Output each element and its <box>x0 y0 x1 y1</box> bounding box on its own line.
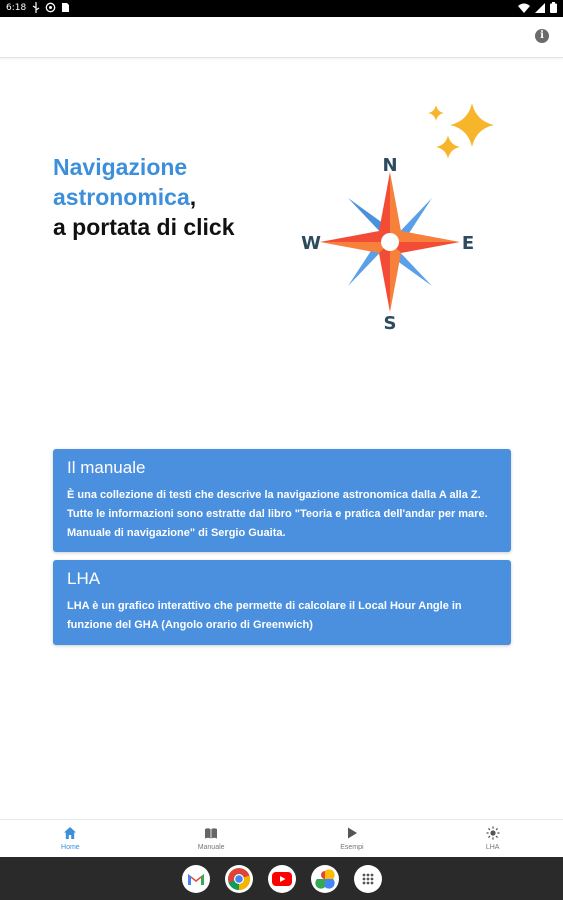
sparkle-large-icon <box>450 103 494 147</box>
home-icon <box>63 826 77 840</box>
wifi-icon <box>518 3 530 13</box>
nav-label-lha: LHA <box>485 844 500 851</box>
compass-west-label: W <box>301 233 321 254</box>
card-manual-title: Il manuale <box>67 458 146 477</box>
compass-illustration <box>290 95 500 340</box>
status-bar <box>0 0 563 17</box>
nav-item-manuale[interactable] <box>141 820 282 857</box>
youtube-icon[interactable] <box>268 865 296 893</box>
nav-item-esempi[interactable] <box>282 820 423 857</box>
nav-label-home: Home <box>61 844 80 851</box>
nav-item-lha[interactable] <box>422 820 563 857</box>
gmail-icon[interactable] <box>182 865 210 893</box>
bottom-nav <box>0 819 563 857</box>
compass-north-label: N <box>382 155 398 176</box>
hero-title <box>53 152 283 242</box>
status-time: 6:18 <box>6 3 27 13</box>
notification-icons <box>32 2 70 13</box>
app-bar <box>0 17 563 58</box>
hero-title-highlight: Navigazione astronomica <box>53 154 190 210</box>
app-drawer-icon[interactable] <box>354 865 382 893</box>
compass-east-label: E <box>461 233 475 254</box>
card-manual[interactable] <box>53 449 511 552</box>
compass-south-label: S <box>383 313 397 334</box>
card-lha-text: LHA è un grafico interattivo che permette di calcolare il Local Hour Angle in funzione del GHA (Angolo orario di Greenwich) <box>67 600 462 631</box>
app-dock <box>0 857 563 900</box>
sun-icon <box>486 826 500 840</box>
hero-title-rest: a portata di click <box>53 214 235 240</box>
compass-center <box>381 233 399 251</box>
info-icon[interactable]: i <box>535 29 549 43</box>
photos-icon[interactable] <box>311 865 339 893</box>
sync-icon <box>45 2 56 13</box>
nav-item-home[interactable] <box>0 820 141 857</box>
play-icon <box>345 826 359 840</box>
nav-label-manuale: Manuale <box>197 844 225 851</box>
sim-icon <box>61 2 70 13</box>
sparkle-medium-icon <box>436 135 460 159</box>
chrome-icon[interactable] <box>225 865 253 893</box>
card-lha[interactable] <box>53 560 511 645</box>
hero-title-comma: , <box>189 184 197 210</box>
signal-icon <box>535 3 545 13</box>
card-lha-title: LHA <box>67 569 101 588</box>
battery-icon <box>550 2 557 13</box>
book-icon <box>204 826 218 840</box>
card-manual-text: È una collezione di testi che descrive la navigazione astronomica dalla A alla Z. Tutte le informazioni sono estratte dal libro "Teoria e pratica dell'andar per mare. Manuale di navigazione" di Sergio Guaita. <box>67 489 488 539</box>
sparkle-small-icon <box>428 105 444 121</box>
system-icons <box>518 2 557 13</box>
usb-icon <box>32 2 40 13</box>
nav-label-esempi: Esempi <box>340 844 364 851</box>
